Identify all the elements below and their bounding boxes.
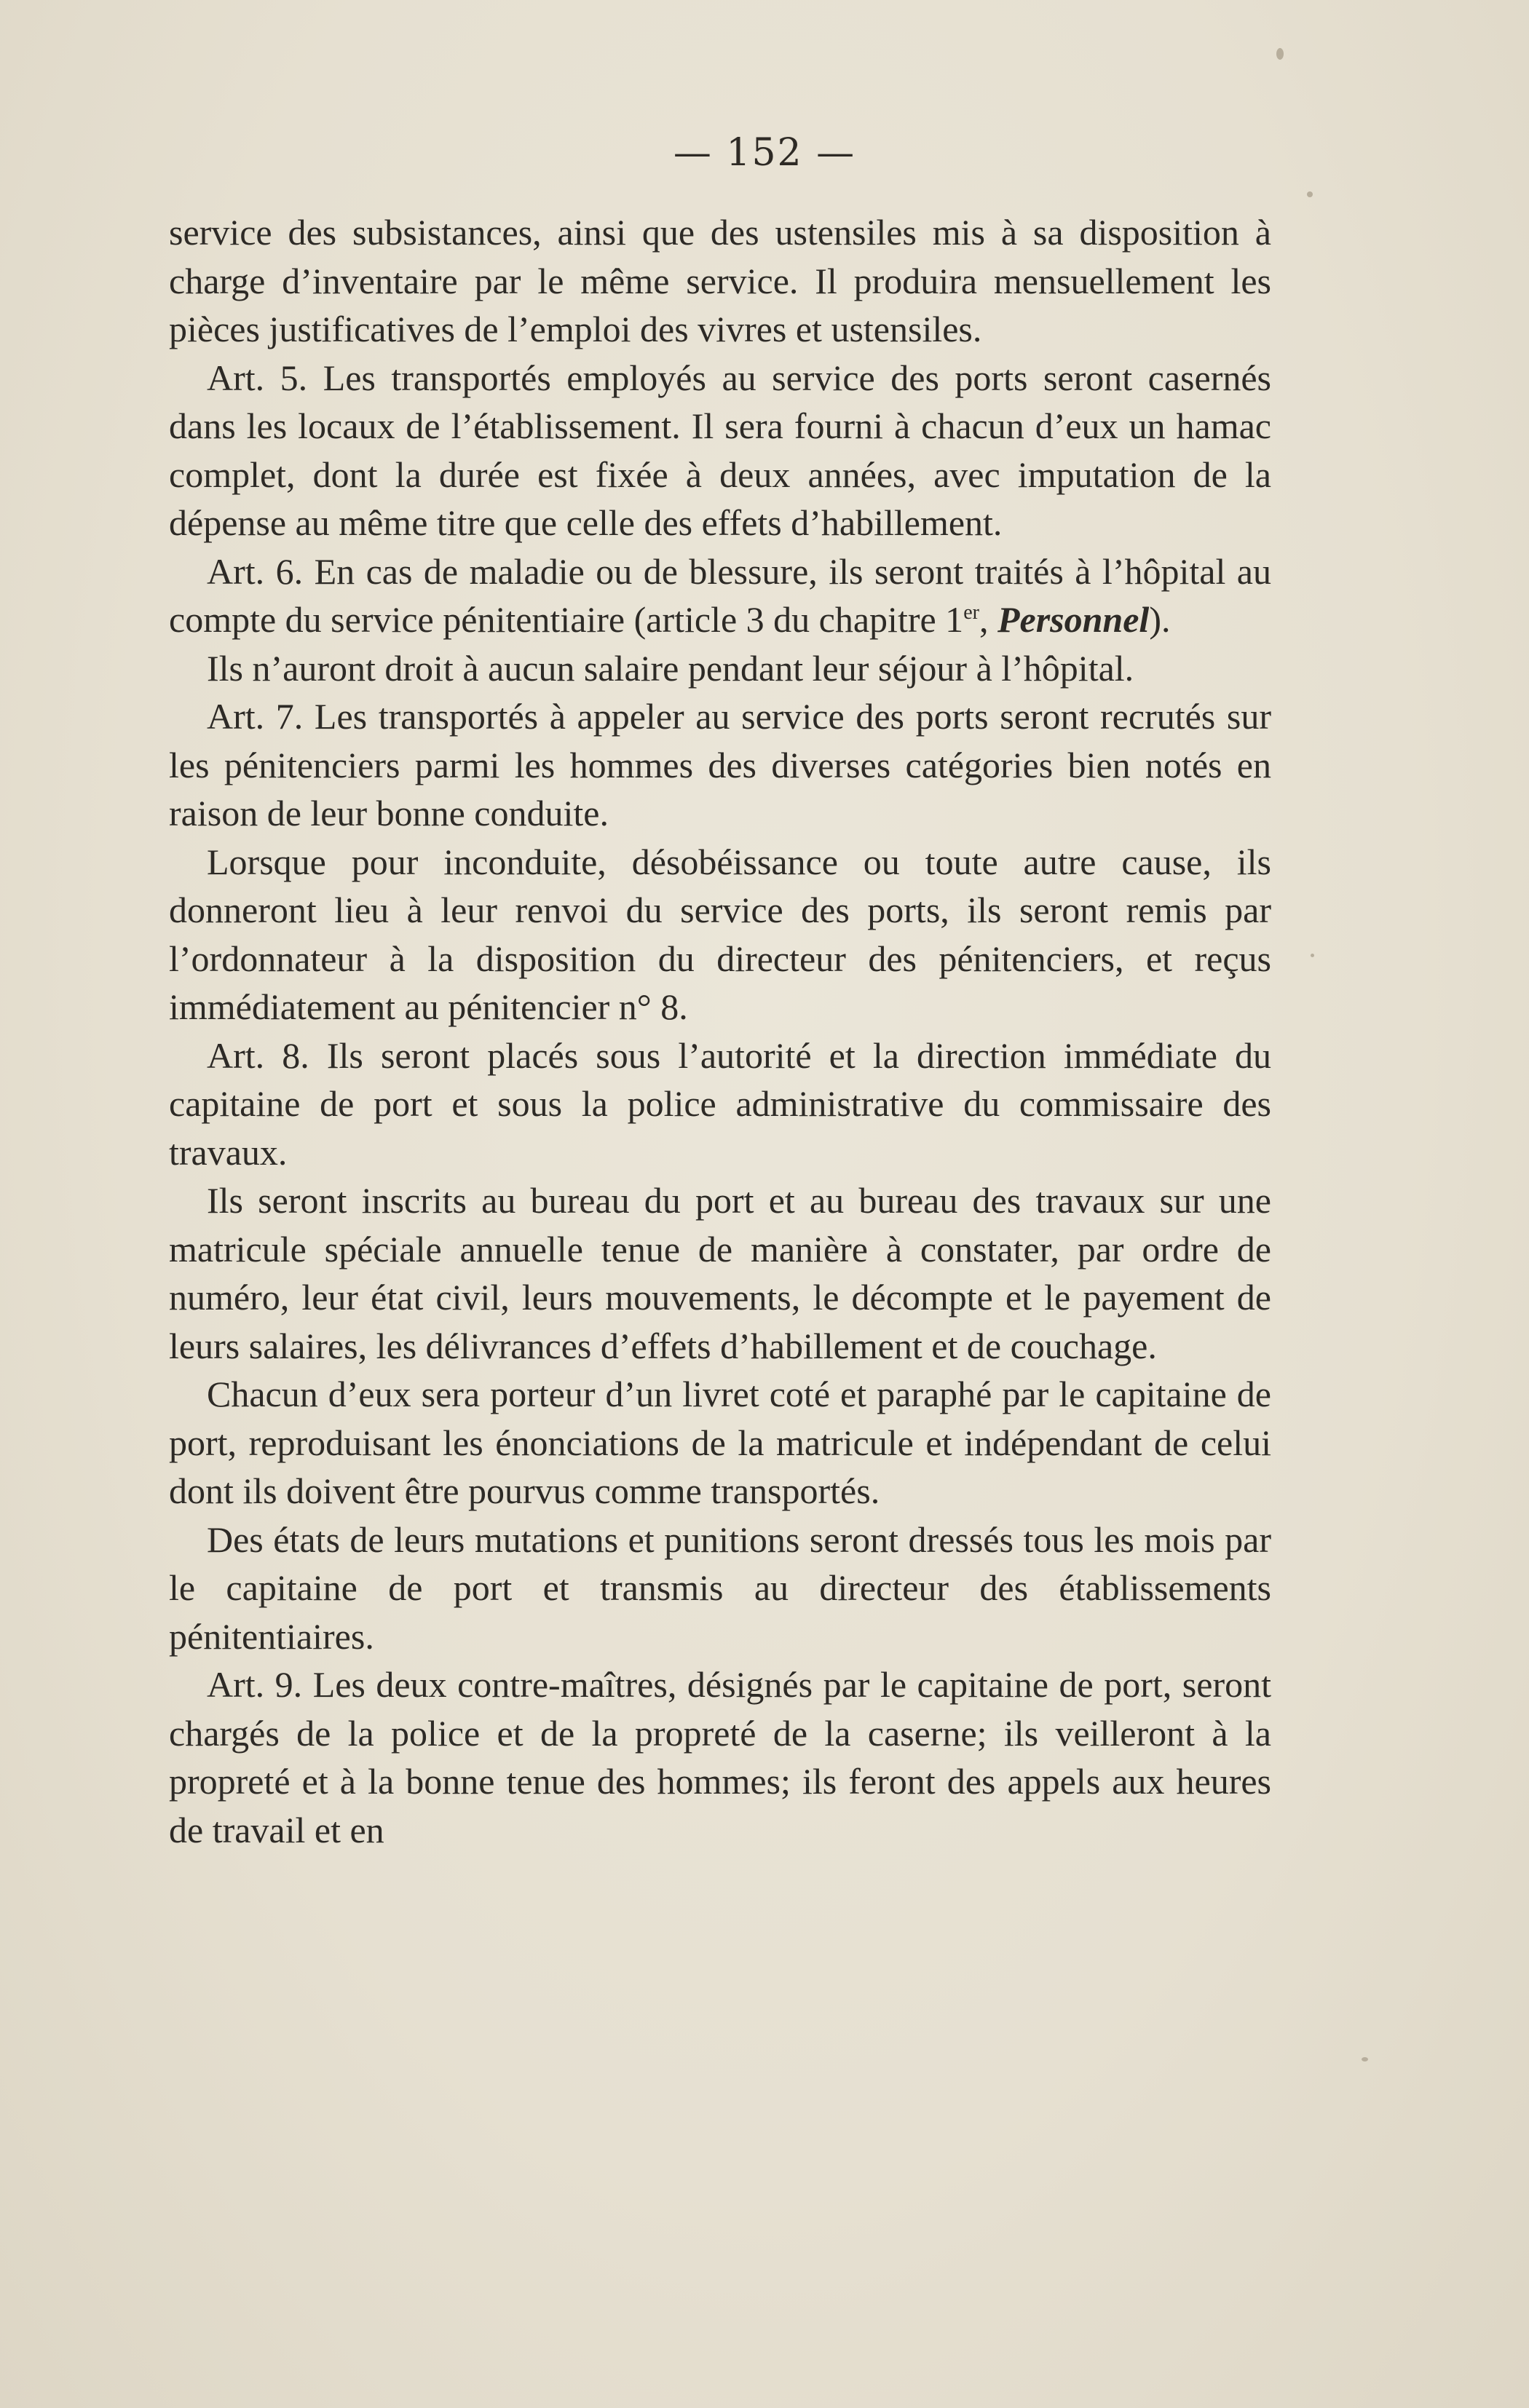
paragraph-text: ). bbox=[1149, 599, 1171, 640]
paragraph-text: Les deux contre-maîtres, désignés par le capitaine de port, seront chargés de la police et de la propreté de la caserne; ils veilleront à la propreté et à la bonne tenue des hommes; ils feront des appels aux heures de travail et en bbox=[169, 1664, 1271, 1850]
article-label: Art. 5. bbox=[207, 357, 308, 398]
paragraph-text: Ils seront inscrits au bureau du port et au bureau des travaux sur une matricule spéciale annuelle tenue de manière à constater, par ordre de numéro, leur état civil, leurs mouvements, le décompte et le payement de leurs salaires, les délivrances d’effets d’habillement et de couchage. bbox=[169, 1180, 1271, 1366]
paragraph bbox=[169, 838, 1271, 1031]
article-label: Art. 8. bbox=[207, 1034, 309, 1076]
paper-speck bbox=[1362, 2057, 1368, 2062]
superscript-er: er bbox=[963, 601, 979, 624]
paragraph-text: Ils seront placés sous l’autorité et la direction immédiate du capitaine de port et sous la police administrative du commissaire des travaux. bbox=[169, 1034, 1272, 1173]
paper-speck bbox=[1276, 48, 1284, 60]
article-6-paragraph bbox=[169, 547, 1271, 644]
paragraph bbox=[169, 1370, 1271, 1516]
article-5-paragraph bbox=[169, 354, 1271, 547]
article-label: Art. 7. bbox=[207, 696, 304, 737]
paragraph-text: Les transportés à appeler au service des ports seront recrutés sur les pénitenciers parmi les hommes des diverses catégories bien notés en raison de leur bonne conduite. bbox=[169, 696, 1271, 833]
paragraph-text: Chacun d’eux sera porteur d’un livret coté et paraphé par le capitaine de port, reproduisant les énonciations de la matricule et indépendant de celui dont ils doivent être pourvus comme transportés. bbox=[169, 1374, 1271, 1511]
paragraph-text: Lorsque pour inconduite, désobéissance ou toute autre cause, ils donneront lieu à leur renvoi du service des ports, ils seront remis par l’ordonnateur à la disposition du directeur des pénitenciers, et reçus immédiatement au pénitencier n° 8. bbox=[169, 841, 1271, 1027]
page-text-body bbox=[169, 208, 1271, 1854]
paragraph-text: Des états de leurs mutations et punitions seront dressés tous les mois par le capitaine de port et transmis au directeur des établissements pénitentiaires. bbox=[169, 1518, 1271, 1657]
paragraph-continuation bbox=[169, 208, 1271, 354]
article-8-paragraph bbox=[169, 1031, 1271, 1177]
paragraph bbox=[169, 1516, 1271, 1661]
paragraph-text: , bbox=[979, 599, 997, 640]
article-label: Art. 6. bbox=[207, 550, 304, 592]
paragraph bbox=[169, 1176, 1271, 1370]
article-label: Art. 9. bbox=[207, 1664, 303, 1705]
paragraph bbox=[169, 644, 1271, 693]
paragraph-text: En cas de maladie ou de blessure, ils seront traités à l’hôpital au compte du service pénitentiaire (article 3 du chapitre 1 bbox=[169, 550, 1271, 640]
paragraph-text: Ils n’auront droit à aucun salaire pendant leur séjour à l’hôpital. bbox=[207, 647, 1134, 689]
article-7-paragraph bbox=[169, 692, 1271, 838]
article-9-paragraph bbox=[169, 1660, 1271, 1854]
paper-speck bbox=[1311, 954, 1314, 957]
paragraph-text: service des subsistances, ainsi que des ustensiles mis à sa disposition à charge d’inventaire par le même service. Il produira mensuellement les pièces justificatives de l’emploi des vivres et ustensiles. bbox=[169, 212, 1271, 349]
italic-chapter-title: Personnel bbox=[997, 599, 1150, 640]
paper-speck bbox=[1307, 191, 1313, 197]
page-number: — 152 — bbox=[673, 131, 856, 175]
paragraph-text: Les transportés employés au service des ports seront casernés dans les locaux de l’établissement. Il sera fourni à chacun d’eux un hamac complet, dont la durée est fixée à deux années, avec imputation de la dépense au même titre que celle des effets d’habillement. bbox=[169, 357, 1271, 543]
